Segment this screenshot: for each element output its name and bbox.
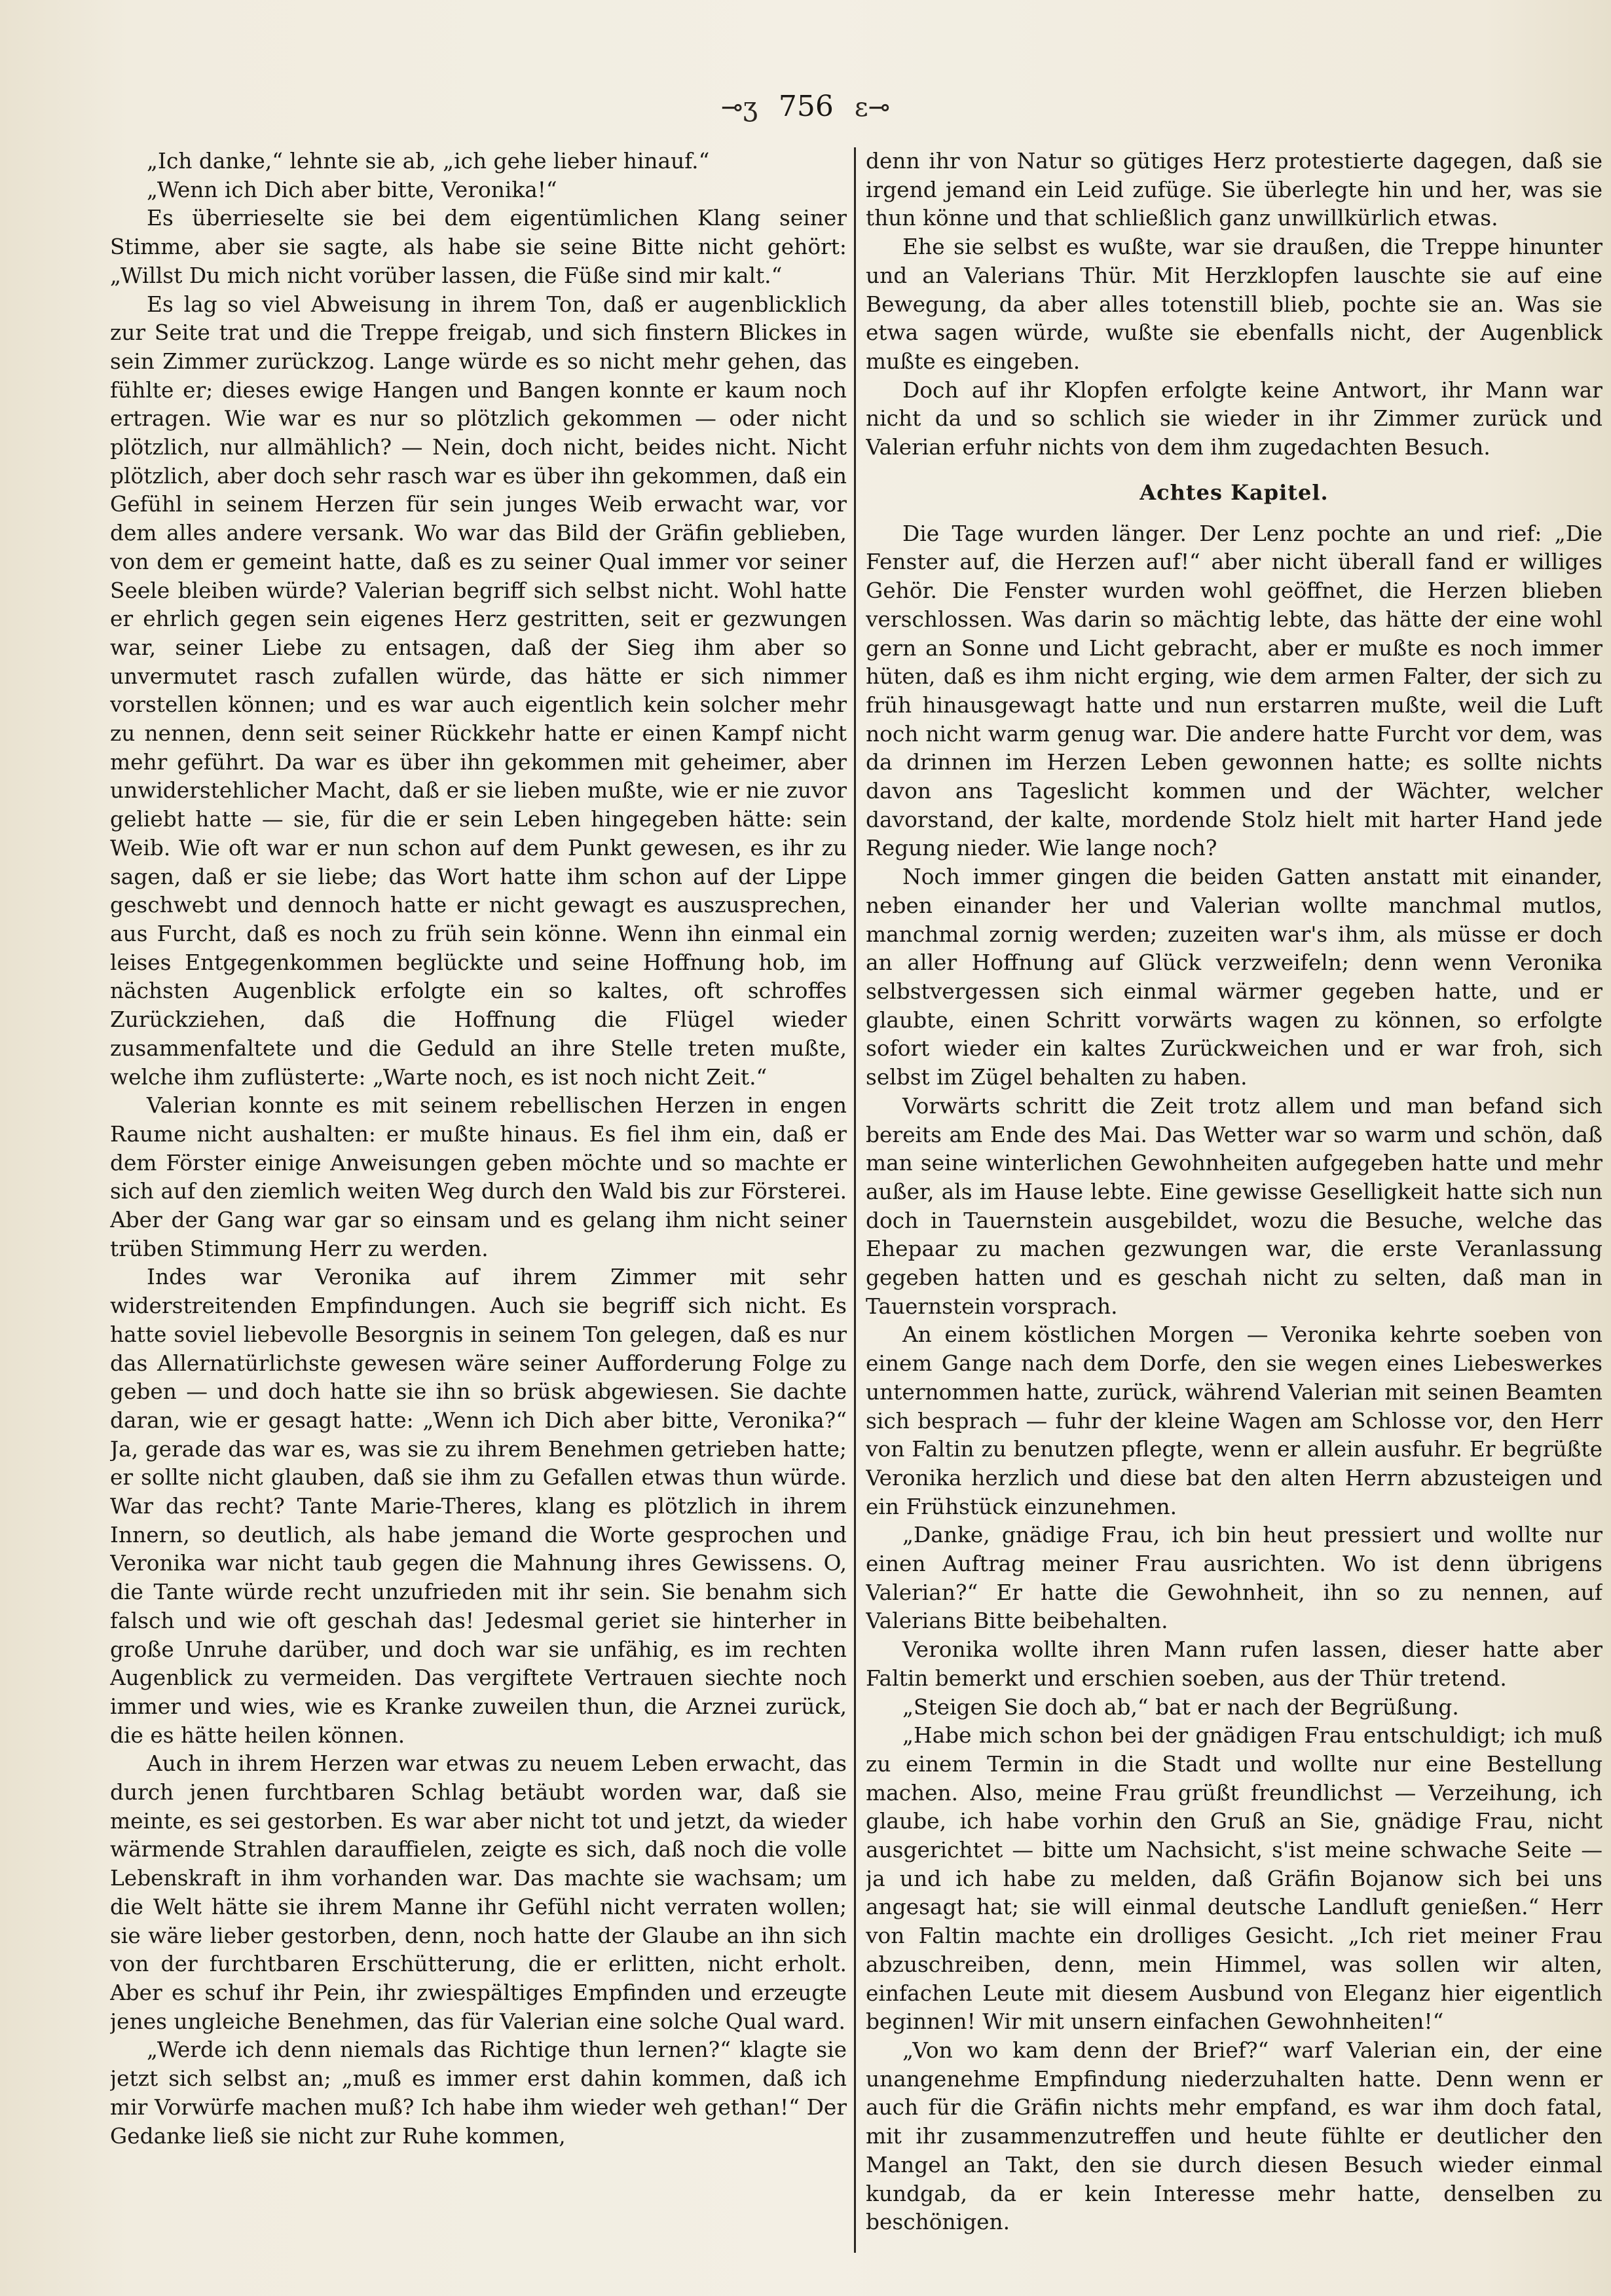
paragraph: An einem köstlichen Morgen — Veronika kehrte soeben von einem Gange nach dem Dorfe, den sie wegen eines Liebeswerkes unternommen hatte, zurück, während Valerian mit seinen Beamten sich besprach — fuhr der kleine Wagen am Schlosse vor, den Herr von Faltin zu benutzen pflegte, wenn er allein ausfuhr. Er begrüßte Veronika herzlich und diese bat den alten Herrn abzusteigen und ein Frühstück einzunehmen. <box>866 1322 1602 1519</box>
paragraph: Es lag so viel Abweisung in ihrem Ton, daß er augenblicklich zur Seite trat und die Treppe freigab, und sich finstern Blickes in sein Zimmer zurückzog. Lange würde es so nicht mehr gehen, das fühlte er; dieses ewige Hangen und Bangen konnte er kaum noch ertragen. Wie war es nur so plötzlich gekommen — oder nicht plötzlich, nur allmählich? — Nein, doch nicht, beides nicht. Nicht plötzlich, aber doch sehr rasch war es über ihn gekommen, daß ein Gefühl in seinem Herzen für sein junges Weib erwacht war, vor dem alles andere versank. Wo war das Bild der Gräfin geblieben, von dem er gemeint hatte, daß es zu seiner Qual immer vor seiner Seele bleiben würde? Valerian begriff sich selbst nicht. Wohl hatte er ehrlich gegen sein eigenes Herz gestritten, seit er gezwungen war, seiner Liebe zu entsagen, daß der Sieg ihm aber so unvermutet rasch zufallen würde, das hätte er sich nimmer vorstellen können; und es war auch eigentlich kein solcher mehr zu nennen, denn seit seiner Rückkehr hatte er einen Kampf nicht mehr geführt. Da war es über ihn gekommen mit geheimer, aber unwiderstehlicher Macht, daß er sie lieben mußte, wie er nie zuvor geliebt hatte — sie, für die er sein Leben hingegeben hätte: sein Weib. Wie oft war er nun schon auf dem Punkt gewesen, es ihr zu sagen, daß er sie liebe; das Wort hatte ihm schon auf der Lippe geschwebt und dennoch hatte er nicht gewagt es auszusprechen, aus Furcht, daß es noch zu früh sein könne. Wenn ihn einmal ein leises Entgegenkommen beglückte und seine Hoffnung hob, im nächsten Augenblick erfolgte ein so kaltes, oft schroffes Zurückziehen, daß die Hoffnung die Flügel wieder zusammenfaltete und die Geduld an ihre Stelle treten mußte, welche ihm zuflüsterte: „Warte noch, es ist noch nicht Zeit.“ <box>110 291 847 1090</box>
chapter-heading: Achtes Kapitel. <box>1139 479 1329 505</box>
column-divider <box>854 147 856 2253</box>
paragraph: „Ich danke,“ lehnte sie ab, „ich gehe lieber hinauf.“ <box>147 149 710 174</box>
paragraph: Es überrieselte sie bei dem eigentümlichen Klang seiner Stimme, aber sie sagte, als habe sie seine Bitte nicht gehört: „Willst Du mich nicht vorüber lassen, die Füße sind mir kalt.“ <box>110 206 847 288</box>
left-column <box>110 147 847 2256</box>
page-number: 756 <box>778 90 834 123</box>
right-column <box>866 147 1602 2256</box>
paragraph: „Werde ich denn niemals das Richtige thun lernen?“ klagte sie jetzt sich selbst an; „muß es immer erst dahin kommen, daß ich mir Vorwürfe machen muß? Ich habe ihm wieder weh gethan!“ Der Gedanke ließ sie nicht zur Ruhe kommen, <box>110 2037 847 2149</box>
paragraph: Auch in ihrem Herzen war etwas zu neuem Leben erwacht, das durch jenen furchtbaren Schlag betäubt worden war, daß sie meinte, es sei gestorben. Es war aber nicht tot und jetzt, da wieder wärmende Strahlen darauffielen, zeigte es sich, daß noch die volle Lebenskraft in ihm vorhanden war. Das machte sie wachsam; um die Welt hätte sie ihrem Manne ihr Gefühl nicht verraten wollen; sie wäre lieber gestorben, denn, noch hatte der Glaube an ihn sich von der furchtbaren Erschütterung, die er erlitten, nicht erholt. Aber es schuf ihr Pein, ihr zwiespältiges Empfinden und erzeugte jenes ungleiche Benehmen, das für Valerian eine solche Qual ward. <box>110 1751 847 2034</box>
paragraph: Valerian konnte es mit seinem rebellischen Herzen in engen Raume nicht aushalten: er mußte hinaus. Es fiel ihm ein, daß er dem Förster einige Anweisungen geben möchte und so machte er sich auf den ziemlich weiten Weg durch den Wald bis zur Försterei. Aber der Gang war gar so einsam und es gelang ihm nicht seiner trüben Stimmung Herr zu werden. <box>110 1093 847 1261</box>
page-header <box>0 84 1611 130</box>
ornament-right-icon: ɛ⊸ <box>854 92 891 122</box>
paragraph: Veronika wollte ihren Mann rufen lassen, dieser hatte aber Faltin bemerkt und erschien soeben, aus der Thür tretend. <box>866 1637 1602 1691</box>
paragraph: „Wenn ich Dich aber bitte, Veronika!“ <box>147 177 557 202</box>
ornament-left-icon: ⊸ʒ <box>720 92 758 122</box>
paragraph: Indes war Veronika auf ihrem Zimmer mit sehr widerstreitenden Empfindungen. Auch sie begriff sich nicht. Es hatte soviel liebevolle Besorgnis in seinem Ton gelegen, daß es nur das Allernatürlichste gewesen wäre seiner Aufforderung Folge zu geben — und doch hatte sie ihn so brüsk abgewiesen. Sie dachte daran, wie er gesagt hatte: „Wenn ich Dich aber bitte, Veronika?“ Ja, gerade das war es, was sie zu ihrem Benehmen getrieben hatte; er sollte nicht glauben, daß sie ihm zu Gefallen etwas thun würde. War das recht? Tante Marie-Theres, klang es plötzlich in ihrem Innern, so deutlich, als habe jemand die Worte gesprochen und Veronika war nicht taub gegen die Mahnung ihres Gewissens. O, die Tante würde recht unzufrieden mit ihr sein. Sie benahm sich falsch und wie oft geschah das! Jedesmal geriet sie hinterher in große Unruhe darüber, und doch war sie unfähig, es im rechten Augenblick zu vermeiden. Das vergiftete Vertrauen siechte noch immer und wies, wie es Kranke zuweilen thun, die Arznei zurück, die es hätte heilen können. <box>110 1265 847 1748</box>
paragraph: Die Tage wurden länger. Der Lenz pochte an und rief: „Die Fenster auf, die Herzen auf!“ aber nicht überall fand er williges Gehör. Die Fenster wurden wohl geöffnet, die Herzen blieben verschlossen. Was darin so mächtig lebte, das hätte der eine wohl gern an Sonne und Licht gebracht, aber er mußte es noch immer hüten, daß es ihm nicht erging, wie dem armen Falter, der sich zu früh hinausgewagt hatte und nun erstarren mußte, weil die Luft noch nicht warm genug war. Die andere hatte Furcht vor dem, was da drinnen im Herzen Leben gewonnen hatte; es sollte nichts davon ans Tageslicht kommen und der Wächter, welcher davorstand, der kalte, mordende Stolz hielt mit harter Hand jede Regung nieder. Wie lange noch? <box>866 521 1602 861</box>
paragraph: „Habe mich schon bei der gnädigen Frau entschuldigt; ich muß zu einem Termin in die Stadt und wollte nur eine Bestellung machen. Also, meine Frau grüßt freundlichst — Verzeihung, ich glaube, ich habe vorhin den Gruß an Sie, gnädige Frau, nicht ausgerichtet — bitte um Nachsicht, s'ist meine schwache Seite — ja und ich habe zu melden, daß Gräfin Bojanow sich bei uns angesagt hat; sie will einmal deutsche Landluft genießen.“ Herr von Faltin machte ein drolliges Gesicht. „Ich riet meiner Frau abzuschreiben, denn, mein Himmel, was sollen wir alten, einfachen Leute mit diesem Ausbund von Eleganz hier eigentlich beginnen! Wir mit unsern einfachen Gewohnheiten!“ <box>866 1723 1602 2035</box>
paragraph: „Steigen Sie doch ab,“ bat er nach der Begrüßung. <box>902 1694 1459 1720</box>
paragraph: Ehe sie selbst es wußte, war sie draußen, die Treppe hinunter und an Valerians Thür. Mit Herzklopfen lauschte sie auf eine Bewegung, da aber alles totenstill blieb, pochte sie an. Was sie etwa sagen würde, wußte sie ebenfalls nicht, der Augenblick mußte es eingeben. <box>866 234 1602 374</box>
paragraph: „Danke, gnädige Frau, ich bin heut pressiert und wollte nur einen Auftrag meiner Frau ausrichten. Wo ist denn übrigens Valerian?“ Er hatte die Gewohnheit, ihn so zu nennen, auf Valerians Bitte beibehalten. <box>866 1523 1602 1634</box>
paragraph: Doch auf ihr Klopfen erfolgte keine Antwort, ihr Mann war nicht da und so schlich sie wieder in ihr Zimmer zurück und Valerian erfuhr nichts von dem ihm zugedachten Besuch. <box>866 377 1602 460</box>
paragraph: denn ihr von Natur so gütiges Herz protestierte dagegen, daß sie irgend jemand ein Leid zufüge. Sie überlegte hin und her, was sie thun könne und that schließlich ganz unwillkürlich etwas. <box>866 149 1602 231</box>
paragraph: Vorwärts schritt die Zeit trotz allem und man befand sich bereits am Ende des Mai. Das Wetter war so warm und schön, daß man seine winterlichen Gewohnheiten aufgegeben hatte und mehr außer, als im Hause lebte. Eine gewisse Geselligkeit hatte sich nun doch in Tauernstein ausgebildet, wozu die Besuche, welche das Ehepaar zu machen gezwungen war, die erste Veranlassung gegeben hatten und es geschah nicht zu selten, daß man in Tauernstein vorsprach. <box>866 1093 1602 1319</box>
paragraph: „Von wo kam denn der Brief?“ warf Valerian ein, der eine unangenehme Empfindung niederzuhalten hatte. Denn wenn er auch für die Gräfin nichts mehr empfand, es war ihm doch fatal, mit ihr zusammenzutreffen und heute fühlte er deutlicher den Mangel an Takt, den sie durch diesen Besuch wieder einmal kundgab, da er kein Interesse mehr hatte, denselben zu beschönigen. <box>866 2038 1602 2235</box>
paragraph: Noch immer gingen die beiden Gatten anstatt mit einander, neben einander her und Valerian wollte manchmal mutlos, manchmal zornig werden; zuzeiten war's ihm, als müsse er doch an aller Hoffnung auf Glück verzweifeln; denn wenn Veronika selbstvergessen sich einmal wärmer gegeben hatte, und er glaubte, einen Schritt vorwärts wagen zu können, so erfolgte sofort wieder ein kaltes Zurückweichen und er war froh, sich selbst im Zügel behalten zu haben. <box>866 864 1602 1090</box>
